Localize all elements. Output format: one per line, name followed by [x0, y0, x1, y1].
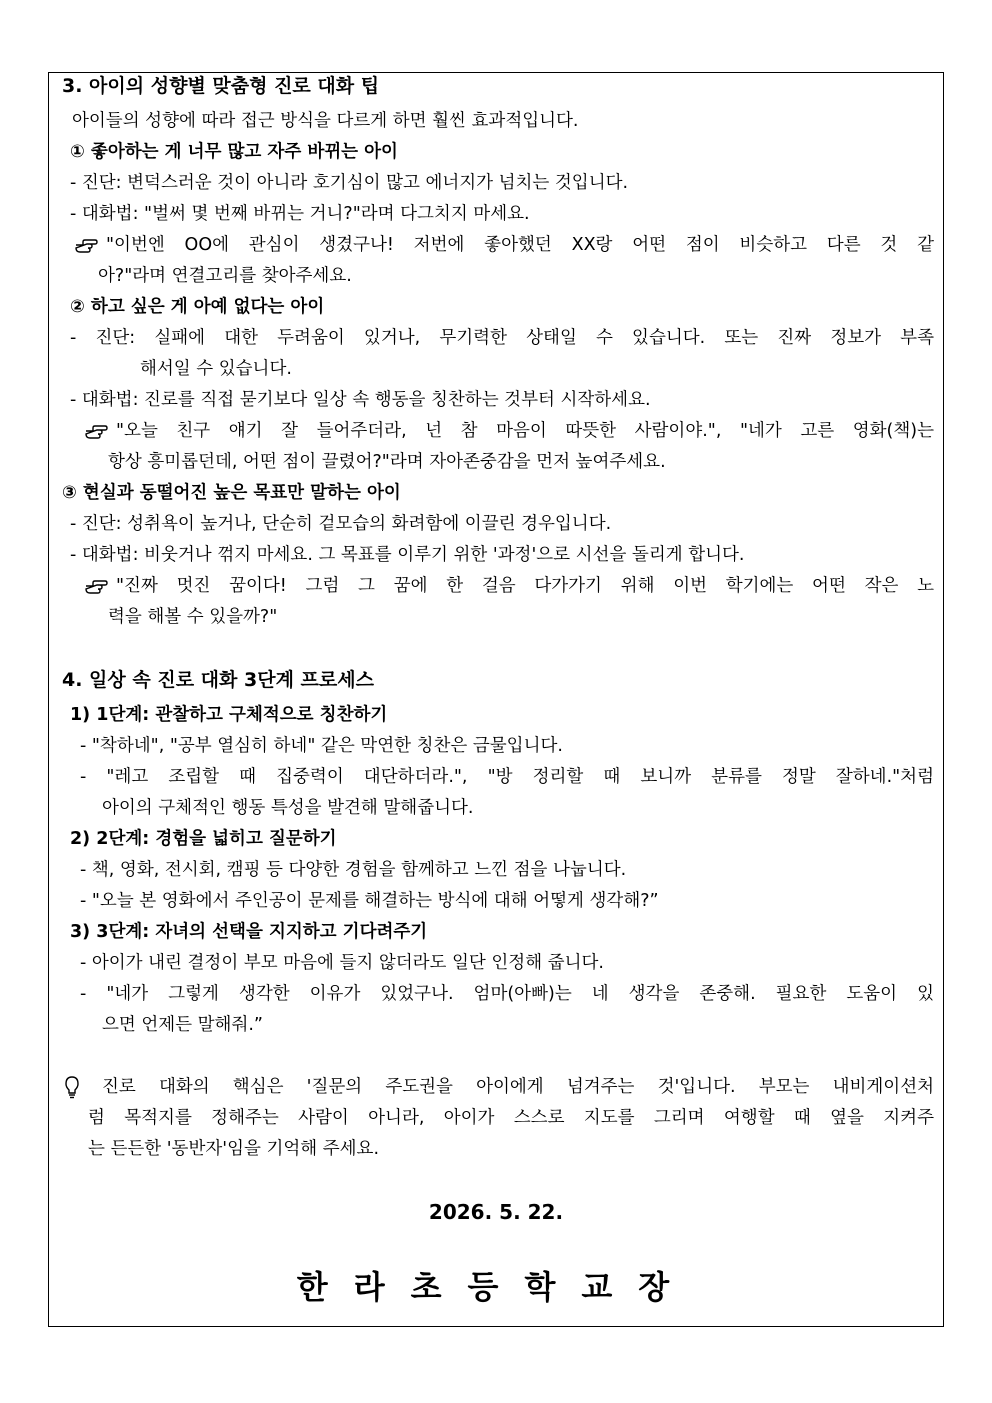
- type3-diagnosis: - 진단: 성취욕이 높거나, 단순히 겉모습의 화려함에 이끌린 경우입니다.: [70, 514, 612, 534]
- lightbulb-icon: [64, 1075, 80, 1099]
- step2-item1: - 책, 영화, 전시회, 캠핑 등 다양한 경험을 함께하고 느낀 점을 나눕니다.: [80, 860, 627, 880]
- document-date: 2026. 5. 22.: [428, 1200, 564, 1224]
- step1-item2-line2: 아이의 구체적인 행동 특성을 발견해 말해줍니다.: [102, 798, 474, 818]
- step1-item2-line1: - "레고 조립할 때 집중력이 대단하더라.", "방 정리할 때 보니까 분류를 정말 잘하네."처럼: [80, 767, 934, 787]
- type1-heading: ① 좋아하는 게 너무 많고 자주 바뀌는 아이: [70, 142, 398, 162]
- step3-item1: - 아이가 내린 결정이 부모 마음에 들지 않더라도 일단 인정해 줍니다.: [80, 953, 604, 973]
- step3-item2-line2: 으면 언제든 말해줘.”: [102, 1015, 263, 1035]
- section3-title: 3. 아이의 성향별 맞춤형 진로 대화 팁: [62, 75, 380, 97]
- type2-tip-line1: "오늘 친구 얘기 잘 들어주더라, 넌 참 마음이 따뜻한 사람이야.", "네가 고른 영화(책)는: [116, 421, 934, 441]
- pointing-hand-icon: [84, 578, 108, 596]
- closing-line3: 는 든든한 '동반자'임을 기억해 주세요.: [88, 1139, 380, 1159]
- type3-tip-line1: "진짜 멋진 꿈이다! 그럼 그 꿈에 한 걸음 다가가기 위해 이번 학기에는 어떤 작은 노: [116, 576, 934, 596]
- type2-method: - 대화법: 진로를 직접 묻기보다 일상 속 행동을 칭찬하는 것부터 시작하세요.: [70, 390, 651, 410]
- type1-method: - 대화법: "벌써 몇 번째 바뀌는 거니?"라며 다그치지 마세요.: [70, 204, 530, 224]
- pointing-hand-icon: [84, 423, 108, 441]
- type2-tip-line2: 항상 흥미롭던데, 어떤 점이 끌렸어?"라며 자아존중감을 먼저 높여주세요.: [108, 452, 666, 472]
- type2-heading: ② 하고 싶은 게 아예 없다는 아이: [70, 297, 325, 317]
- step1-item1: - "착하네", "공부 열심히 하네" 같은 막연한 칭찬은 금물입니다.: [80, 736, 563, 756]
- type3-tip-line2: 력을 해볼 수 있을까?": [108, 607, 278, 627]
- type2-diagnosis-line2: 해서일 수 있습니다.: [140, 359, 292, 379]
- type3-heading: ③ 현실과 동떨어진 높은 목표만 말하는 아이: [62, 483, 401, 503]
- type3-method: - 대화법: 비웃거나 꺾지 마세요. 그 목표를 이루기 위한 '과정'으로 시선을 돌리게 합니다.: [70, 545, 745, 565]
- closing-line1: 진로 대화의 핵심은 '질문의 주도권을 아이에게 넘겨주는 것'입니다. 부모는 내비게이션처: [102, 1077, 934, 1097]
- section3-intro: 아이들의 성향에 따라 접근 방식을 다르게 하면 훨씬 효과적입니다.: [72, 111, 579, 131]
- step3-item2-line1: - "네가 그렇게 생각한 이유가 있었구나. 엄마(아빠)는 네 생각을 존중해. 필요한 도움이 있: [80, 984, 934, 1004]
- pointing-hand-icon: [74, 237, 98, 255]
- type1-diagnosis: - 진단: 변덕스러운 것이 아니라 호기심이 많고 에너지가 넘치는 것입니다.: [70, 173, 629, 193]
- type2-diagnosis-line1: - 진단: 실패에 대한 두려움이 있거나, 무기력한 상태일 수 있습니다. 또는 진짜 정보가 부족: [70, 328, 934, 348]
- step1-heading: 1) 1단계: 관찰하고 구체적으로 칭찬하기: [70, 705, 388, 725]
- closing-line2: 럼 목적지를 정해주는 사람이 아니라, 아이가 스스로 지도를 그리며 여행할 때 옆을 지켜주: [88, 1108, 934, 1128]
- step3-heading: 3) 3단계: 자녀의 선택을 지지하고 기다려주기: [70, 922, 428, 942]
- step2-heading: 2) 2단계: 경험을 넓히고 질문하기: [70, 829, 337, 849]
- type1-tip-line2: 아?"라며 연결고리를 찾아주세요.: [98, 266, 352, 286]
- section4-title: 4. 일상 속 진로 대화 3단계 프로세스: [62, 669, 374, 691]
- type1-tip-line1: "이번엔 OO에 관심이 생겼구나! 저번에 좋아했던 XX랑 어떤 점이 비슷하고 다른 것 같: [106, 235, 934, 255]
- principal-signature: 한라초등학교장: [296, 1268, 696, 1306]
- step2-item2: - "오늘 본 영화에서 주인공이 문제를 해결하는 방식에 대해 어떻게 생각해?”: [80, 891, 659, 911]
